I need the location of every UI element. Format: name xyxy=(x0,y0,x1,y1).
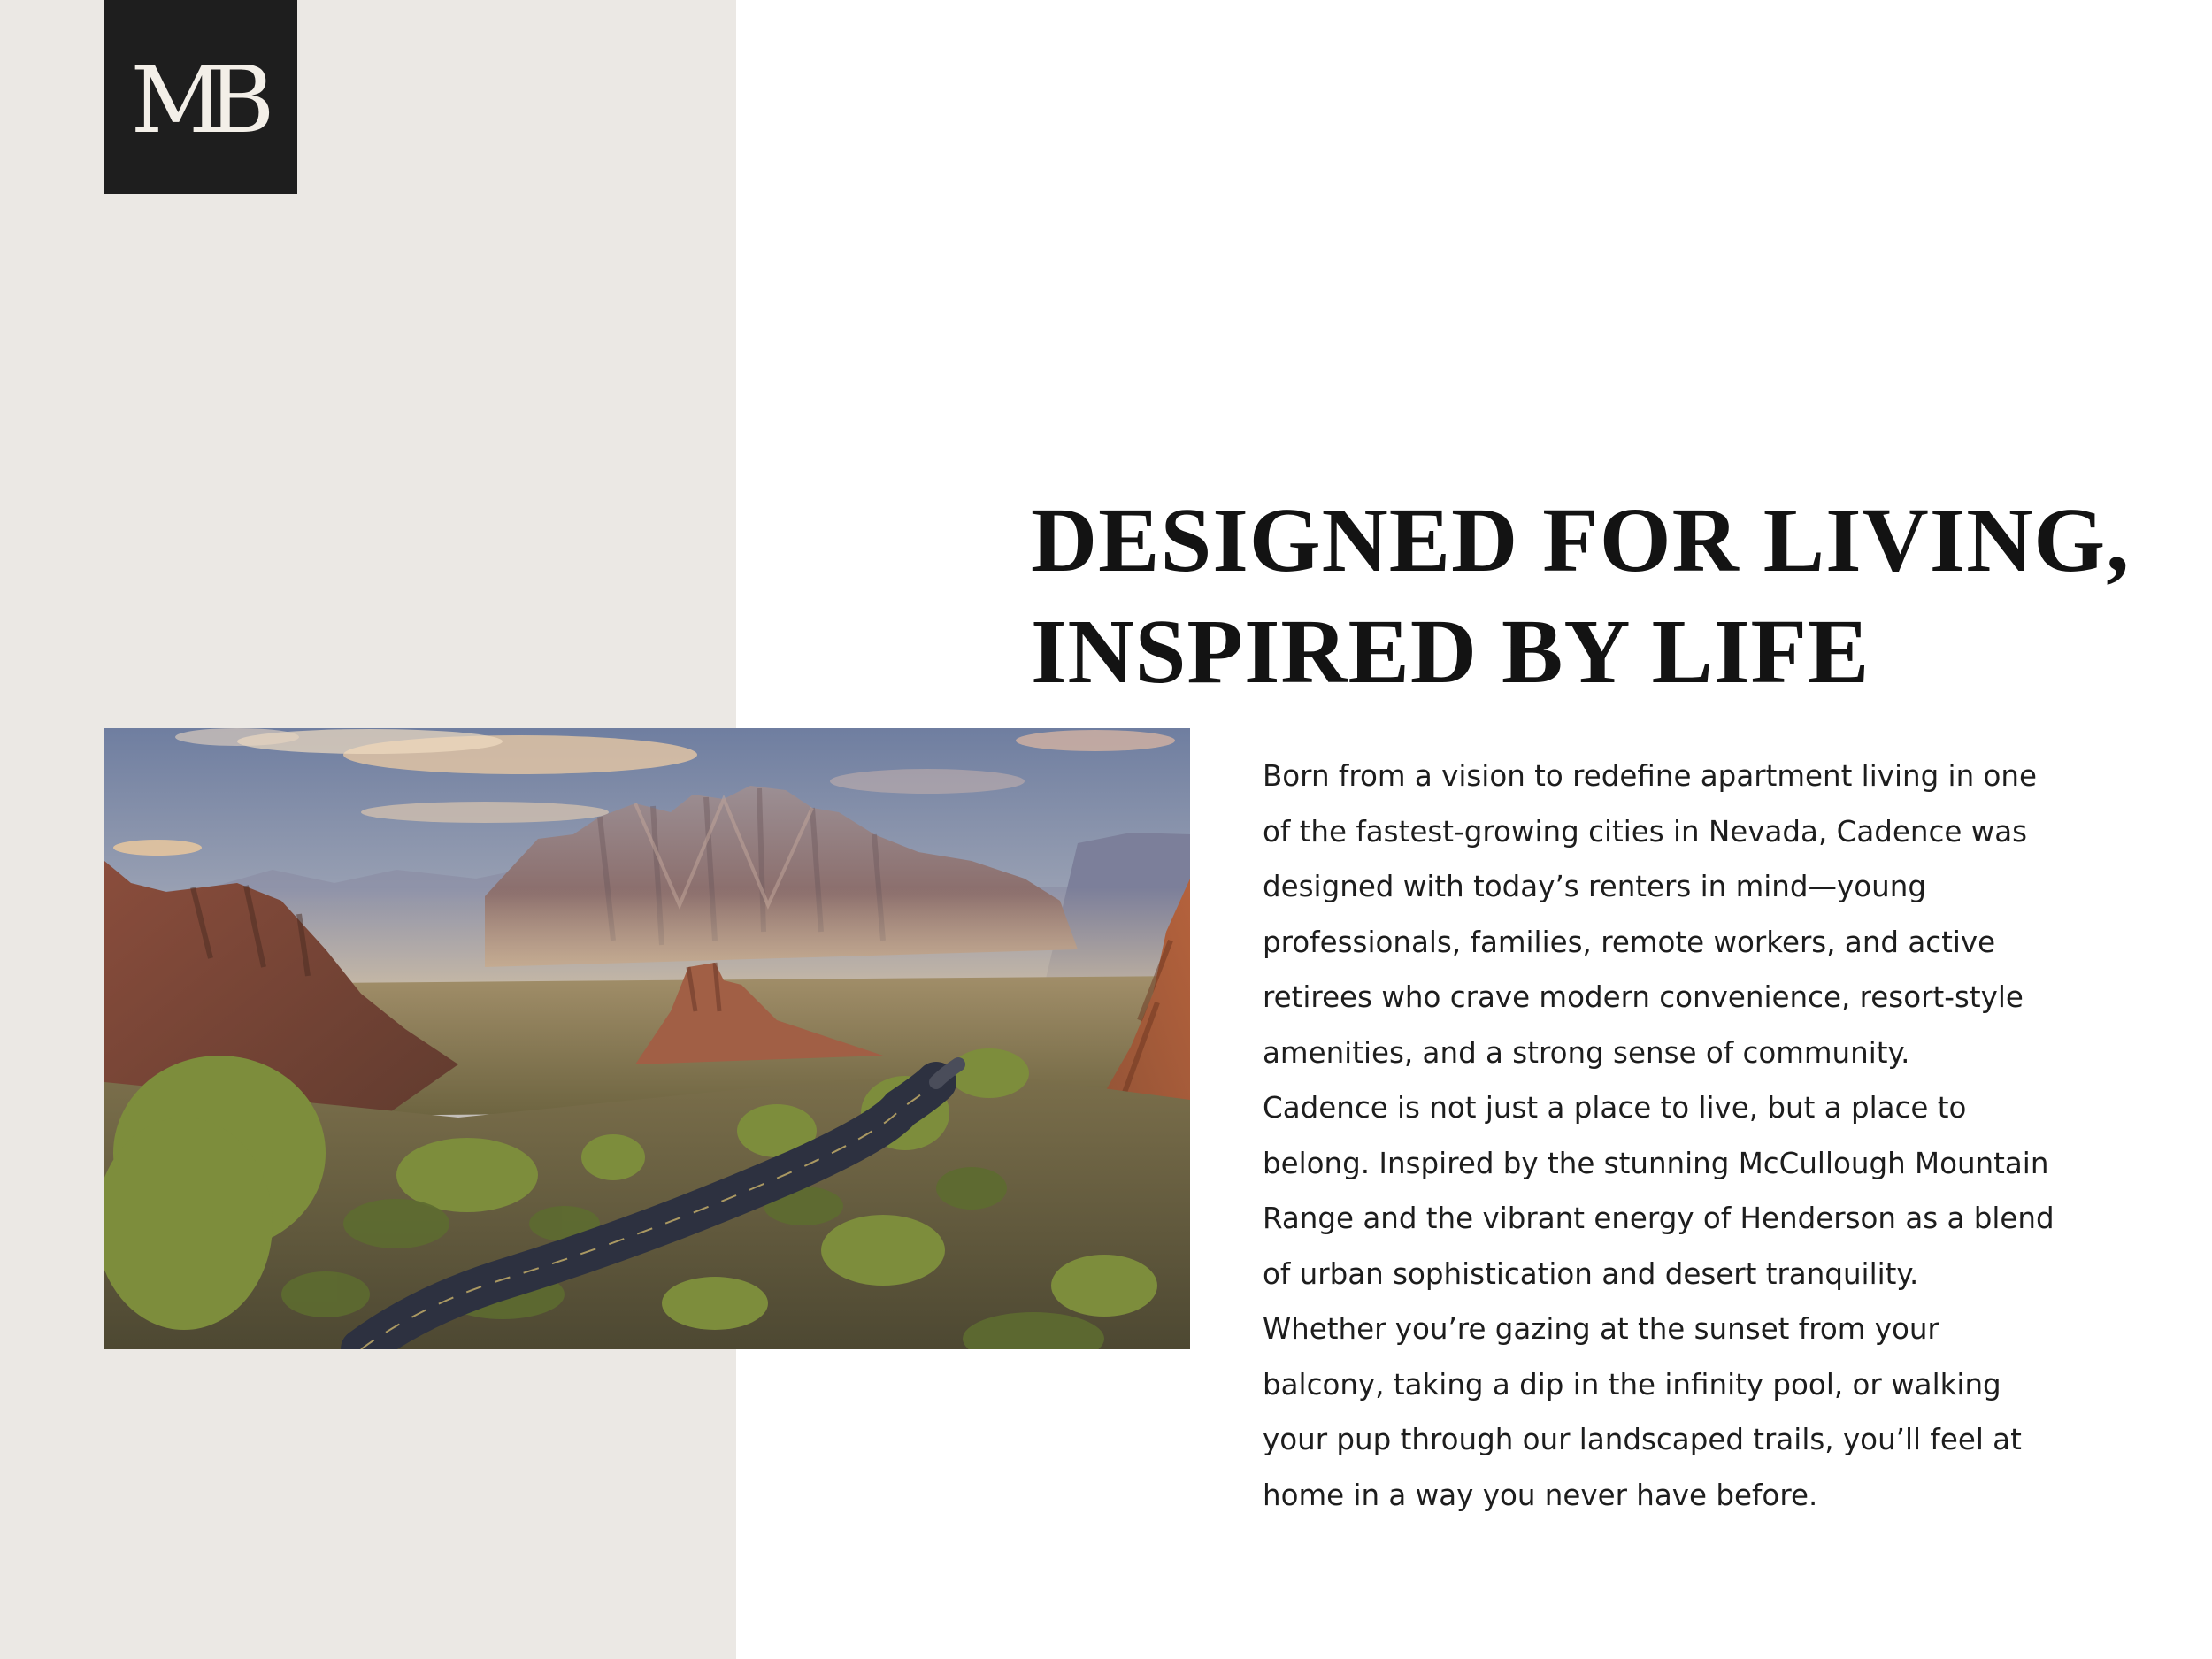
body-line: balcony, taking a dip in the infinity pool, or walking xyxy=(1263,1367,2001,1402)
body-line: Whether you’re gazing at the sunset from your xyxy=(1263,1312,1939,1346)
brand-logo-text: MB xyxy=(130,45,257,154)
body-line: your pup through our landscaped trails, you’ll feel at xyxy=(1263,1423,2022,1456)
body-line: of the fastest-growing cities in Nevada, Cadence was xyxy=(1263,814,2028,849)
page-headline xyxy=(1031,485,2130,708)
body-line: of urban sophistication and desert tranquility. xyxy=(1263,1256,1919,1291)
headline-line-1: DESIGNED FOR LIVING, xyxy=(1031,489,2131,591)
headline-line-2: INSPIRED BY LIFE xyxy=(1031,601,1870,703)
body-line: professionals, families, remote workers, and active xyxy=(1263,925,1996,959)
body-line: retirees who crave modern convenience, resort-style xyxy=(1263,980,2024,1014)
body-line: Born from a vision to redefine apartment living in one xyxy=(1263,759,2037,793)
body-line: belong. Inspired by the stunning McCullough Mountain xyxy=(1263,1146,2049,1180)
body-copy xyxy=(1263,749,2094,1523)
body-line: Cadence is not just a place to live, but a place to xyxy=(1263,1091,1967,1125)
body-line: home in a way you never have before. xyxy=(1263,1478,1818,1512)
body-line: designed with today’s renters in mind—young xyxy=(1263,870,1926,903)
brand-logo xyxy=(104,0,297,194)
body-line: Range and the vibrant energy of Henderson as a blend xyxy=(1263,1202,2055,1235)
desert-landscape-photo xyxy=(104,728,1190,1349)
body-line: amenities, and a strong sense of community. xyxy=(1263,1035,1910,1070)
